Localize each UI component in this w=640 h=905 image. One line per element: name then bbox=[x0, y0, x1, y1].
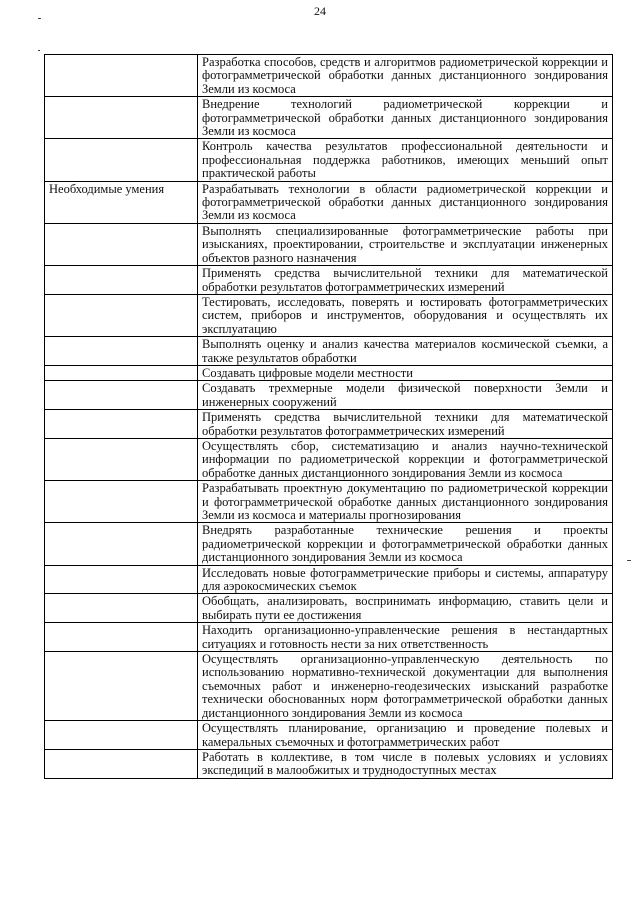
label-cell bbox=[45, 97, 198, 139]
text-cell: Контроль качества результатов профессиональной деятельности и профессиональная поддержка работников, имеющих меньший опыт практической работы bbox=[198, 139, 613, 181]
label-cell bbox=[45, 438, 198, 480]
scan-mark bbox=[38, 18, 41, 19]
table-row bbox=[45, 721, 613, 750]
table-row bbox=[45, 365, 613, 380]
label-cell bbox=[45, 652, 198, 721]
table-row bbox=[45, 139, 613, 181]
table-row bbox=[45, 623, 613, 652]
text-cell: Обобщать, анализировать, воспринимать информацию, ставить цели и выбирать пути ее достижения bbox=[198, 594, 613, 623]
text-cell: Осуществлять сбор, систематизацию и анализ научно-технической информации по радиометрической коррекции и фотограмметрической обработке данных дистанционного зондирования Земли из космоса bbox=[198, 438, 613, 480]
table-row bbox=[45, 55, 613, 97]
text-cell: Разрабатывать технологии в области радиометрической коррекции и фотограмметрической обработки данных дистанционного зондирования Земли из космоса bbox=[198, 181, 613, 223]
label-cell bbox=[45, 565, 198, 594]
page-number: 24 bbox=[314, 4, 326, 18]
text-cell: Работать в коллективе, в том числе в полевых условиях и условиях экспедиций в малообжитых и труднодоступных местах bbox=[198, 749, 613, 778]
label-cell bbox=[45, 481, 198, 523]
text-cell: Осуществлять организационно-управленческую деятельность по использованию нормативно-технической документации для выполнения съемочных работ и инженерно-геодезических изысканий разработке технически обоснованных норм фотограмметрической обработки данных дистанционного зондирования Земли из космоса bbox=[198, 652, 613, 721]
section-label: Необходимые умения bbox=[45, 181, 198, 223]
label-cell bbox=[45, 410, 198, 439]
text-cell: Создавать цифровые модели местности bbox=[198, 365, 613, 380]
text-cell: Создавать трехмерные модели физической поверхности Земли и инженерных сооружений bbox=[198, 381, 613, 410]
text-cell: Тестировать, исследовать, поверять и юстировать фотограмметрических систем, приборов и инструментов, оборудования и осуществлять их эксплуатацию bbox=[198, 294, 613, 336]
table-row bbox=[45, 565, 613, 594]
table-row bbox=[45, 523, 613, 565]
label-cell bbox=[45, 139, 198, 181]
table-row bbox=[45, 381, 613, 410]
table-row bbox=[45, 223, 613, 265]
label-cell bbox=[45, 749, 198, 778]
label-cell bbox=[45, 523, 198, 565]
text-cell: Разрабатывать проектную документацию по радиометрической коррекции и фотограмметрической обработке данных дистанционного зондирования Земли из космоса и материалы прогнозирования bbox=[198, 481, 613, 523]
text-cell: Разработка способов, средств и алгоритмов радиометрической коррекции и фотограмметрической обработки данных дистанционного зондирования Земли из космоса bbox=[198, 55, 613, 97]
text-cell: Внедрение технологий радиометрической коррекции и фотограмметрической обработки данных дистанционного зондирования Земли из космоса bbox=[198, 97, 613, 139]
text-cell: Исследовать новые фотограмметрические приборы и системы, аппаратуру для аэрокосмических съемок bbox=[198, 565, 613, 594]
label-cell bbox=[45, 55, 198, 97]
table-row bbox=[45, 294, 613, 336]
label-cell bbox=[45, 266, 198, 295]
table-row bbox=[45, 594, 613, 623]
skills-table bbox=[44, 54, 613, 779]
label-cell bbox=[45, 337, 198, 366]
label-cell bbox=[45, 381, 198, 410]
scan-mark bbox=[627, 560, 631, 561]
text-cell: Находить организационно-управленческие решения в нестандартных ситуациях и готовность нести за них ответственность bbox=[198, 623, 613, 652]
scan-mark bbox=[38, 50, 40, 51]
table-row bbox=[45, 749, 613, 778]
label-cell bbox=[45, 721, 198, 750]
label-cell bbox=[45, 294, 198, 336]
label-cell bbox=[45, 594, 198, 623]
table-row bbox=[45, 410, 613, 439]
text-cell: Внедрять разработанные технические решения и проекты радиометрической коррекции и фотограмметрической обработки данных дистанционного зондирования Земли из космоса bbox=[198, 523, 613, 565]
label-cell bbox=[45, 623, 198, 652]
table-row bbox=[45, 337, 613, 366]
text-cell: Применять средства вычислительной техники для математической обработки результатов фотограмметрических измерений bbox=[198, 266, 613, 295]
table-row bbox=[45, 181, 613, 223]
table-row bbox=[45, 438, 613, 480]
table-row bbox=[45, 97, 613, 139]
text-cell: Применять средства вычислительной техники для математической обработки результатов фотограмметрических измерений bbox=[198, 410, 613, 439]
table-row bbox=[45, 266, 613, 295]
table-row bbox=[45, 652, 613, 721]
label-cell bbox=[45, 223, 198, 265]
label-cell bbox=[45, 365, 198, 380]
text-cell: Осуществлять планирование, организацию и проведение полевых и камеральных съемочных и фотограмметрических работ bbox=[198, 721, 613, 750]
table-row bbox=[45, 481, 613, 523]
text-cell: Выполнять специализированные фотограмметрические работы при изысканиях, проектировании, строительстве и эксплуатации инженерных объектов разного назначения bbox=[198, 223, 613, 265]
text-cell: Выполнять оценку и анализ качества материалов космической съемки, а также результатов обработки bbox=[198, 337, 613, 366]
